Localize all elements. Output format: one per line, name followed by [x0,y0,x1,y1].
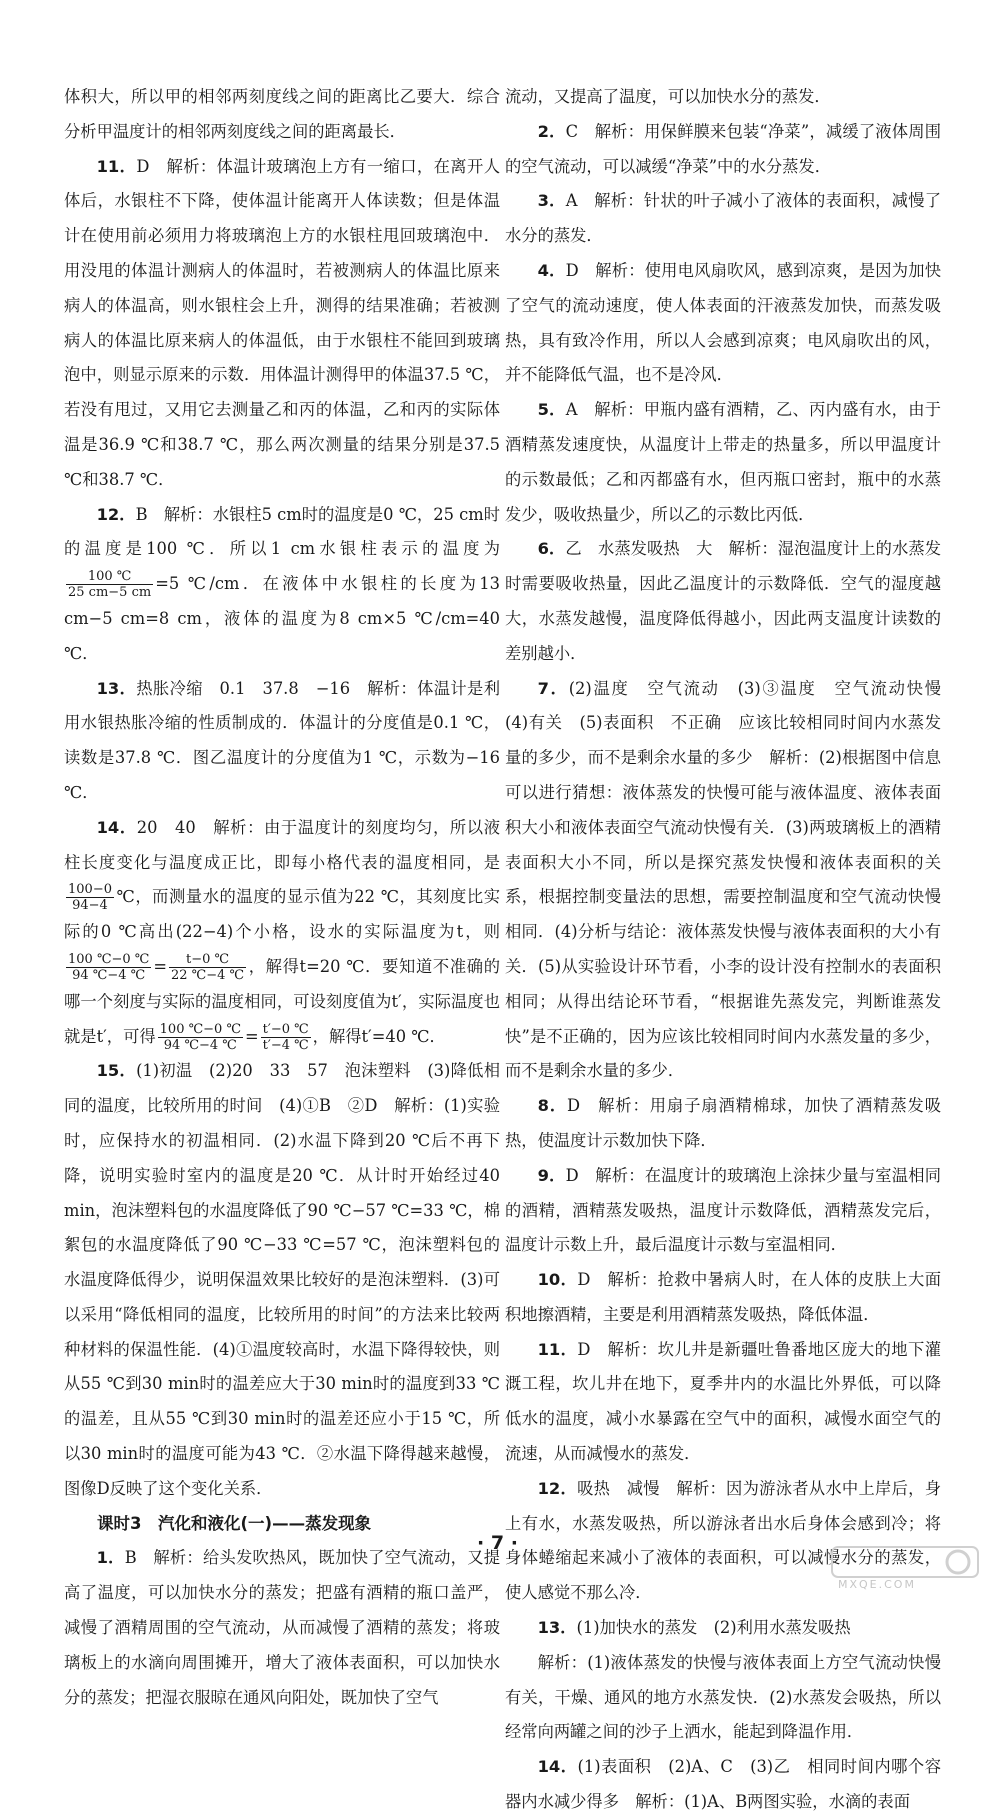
answer-text: =5 ℃/cm．在液体中水银柱的长度为13 cm−5 cm=8 cm，液体的温度为8 cm×5 ℃/cm=40 ℃． [64,574,500,663]
paragraph-continued: 体积大，所以甲的相邻两刻度线之间的距离比乙要大．综合分析甲温度计的相邻两刻度线之间的距离最长． [64,87,500,141]
answer-text: A 解析：甲瓶内盛有酒精，乙、丙内盛有水，由于酒精蒸发速度快，从温度计上带走的热量多，所以甲温度计的示数最低；乙和丙都盛有水，但丙瓶口密封，瓶中的水蒸发少，吸收热量少，所以乙的示数比丙低． [505,400,941,524]
fraction-numerator: t′−0 ℃ [262,1021,309,1037]
fraction [261,1022,311,1053]
answer-11-right [505,1333,941,1472]
answer-text: D 解析：体温计玻璃泡上方有一缩口，在离开人体后，水银柱不下降，使体温计能离开人体读数；但是体温计在使用前必须用力将玻璃泡上方的水银柱甩回玻璃泡中．用没甩的体温计测病人的体温时，若被测病人的体温比原来病人的体温高，则水银柱会上升，测得的结果准确；若被测病人的体温比原来病人的体温低，由于水银柱不能回到玻璃泡中，则显示原来的示数．用体温计测得甲的体温37.5 ℃，若没有甩过，又用它去测量乙和丙的体温，乙和丙的实际体温是36.9 ℃和38.7 ℃，那么两次测量的结果分别是37.5 ℃和38.7 ℃． [64,156,500,489]
answer-number: 10． [537,1270,578,1290]
answer-number: 12． [537,1478,578,1498]
answer-14 [64,811,500,1055]
answer-number: 13． [96,678,137,698]
answer-number: 15． [96,1061,137,1081]
answer-4 [505,254,941,393]
answer-number: 8． [537,1096,568,1116]
answer-number: 13． [537,1618,577,1638]
answer-11 [64,150,500,498]
answer-number: 3． [537,191,566,211]
answer-text: A 解析：针状的叶子减小了液体的表面积，减慢了水分的蒸发． [505,191,941,246]
fraction-denominator: 22 ℃−4 ℃ [170,967,245,983]
fraction-denominator: 94 ℃−4 ℃ [72,967,146,983]
equals-sign: = [244,1026,259,1046]
answer-text: (1)表面积 (2)A、C (3)乙 相同时间内哪个容器内水减少得多 解析：(1)A、B两图实验，水滴的表面 [505,1757,941,1812]
watermark-circle [947,1551,969,1573]
answer-2 [505,115,941,185]
answer-text: D 解析：抢救中暑病人时，在人体的皮肤上大面积地擦酒精，主要是利用酒精蒸发吸热，降低体温． [505,1270,941,1324]
page-number: · 7 · [477,1532,518,1554]
fraction-denominator: 25 cm−5 cm [68,585,152,601]
fraction [169,952,246,983]
answer-text: 乙 水蒸发吸热 大 解析：湿泡温度计上的水蒸发时需要吸收热量，因此乙温度计的示数降低．空气的湿度越大，水蒸发越慢，温度降低得越小，因此两支温度计读数的差别越小． [505,539,941,663]
answer-8 [505,1089,941,1159]
answer-7 [505,672,958,1090]
answer-number: 12． [96,504,136,524]
answer-text: 20 40 解析：由于温度计的刻度均匀，所以液柱长度变化与温度成正比，即每小格代表的温度相同，是 [64,817,500,872]
answer-text: B 解析：给头发吹热风，既加快了空气流动，又提高了温度，可以加快水分的蒸发；把盛有酒精的瓶口盖严，减慢了酒精周围的空气流动，从而减慢了酒精的蒸发；将玻璃板上的水滴向周围摊开，增大了液体表面积，可以加快水分的蒸发；把湿衣服晾在通风向阳处，既加快了空气 [64,1548,500,1707]
answer-10 [505,1263,941,1333]
fraction-numerator: 100 ℃−0 ℃ [68,951,150,967]
answer-number: 14． [537,1757,578,1777]
fraction-denominator: t′−4 ℃ [262,1037,309,1053]
answer-text: 吸热 减慢 解析：因为游泳者从水中上岸后，身上有水，水蒸发吸热，所以游泳者出水后身体会感到冷；将身体蜷缩起来减小了液体的表面积，可以减慢水分的蒸发，使人感觉不那么冷． [505,1478,941,1603]
answer-text: D 解析：使用电风扇吹风，感到凉爽，是因为加快了空气的流动速度，使人体表面的汗液蒸发加快，而蒸发吸热，具有致冷作用，所以人会感到凉爽；电风扇吹出的风，并不能降低气温，也不是冷风． [505,260,941,385]
answer-number: 11． [96,156,137,176]
answer-number: 4． [537,260,566,280]
answer-number: 2． [537,121,566,141]
answer-13-right [505,1611,941,1646]
answer-number: 7． [537,678,569,698]
paragraph-continued: 流动，又提高了温度，可以加快水分的蒸发． [505,87,831,106]
answer-9 [505,1159,941,1263]
fraction-numerator: 100−0 [68,882,112,898]
answer-number: 11． [537,1339,578,1359]
fraction [158,1022,243,1053]
answer-5 [505,393,941,532]
fraction-numerator: 100 ℃ [66,569,153,585]
fraction [66,882,114,913]
answer-number: 6． [537,539,566,559]
answer-text: (2)温度 空气流动 (3)③温度 空气流动快慢 (4)有关 (5)表面积 不正确 应该比较相同时间内水蒸发量的多少，而不是剩余水量的多少 解析：(2)根据图中信息可以进行猜想：液体蒸发的快慢可能与液体温度、液体表面积大小和液体表面空气流动快慢有关．(3)两玻璃板上的酒精表面积大小不同，所以是探究蒸发快慢和液体表面积的关系，根据控制变量法的思想，需要控制温度和空气流动快慢相同．(4)分析与结论：液体蒸发快慢与液体表面积的大小有关．(5)从实验设计环节看，小李的设计没有控制水的表面积相同；从得出结论环节看，“根据谁先蒸发完，判断谁蒸发快”是不正确的，因为应该比较相同时间内水蒸发量的多少，而不是剩余水量的多少． [505,678,958,1081]
fraction [66,569,153,600]
answer-1 [64,1541,500,1715]
answer-text: D 解析：用扇子扇酒精棉球，加快了酒精蒸发吸热，使温度计示数加快下降． [505,1096,941,1150]
answer-6 [505,532,941,671]
answer-text: ，解得t=20 ℃．要知道不准确的哪一个刻度与实际的温度相同，可设刻度值为t′，实际温度也就是t′，可得 [64,956,500,1046]
fraction-denominator: 94 ℃−4 ℃ [163,1037,237,1053]
equals-sign: = [153,956,167,976]
answer-number: 14． [96,817,137,837]
lesson-title: 课时3 汽化和液化(一)——蒸发现象 [97,1513,372,1533]
fraction [66,952,151,983]
answer-text: D 解析：在温度计的玻璃泡上涂抹少量与室温相同的酒精，酒精蒸发吸热，温度计示数降低，酒精蒸发完后，温度计示数上升，最后温度计示数与室温相同． [505,1165,941,1255]
answer-15 [64,1054,500,1506]
answer-text: ，解得t′=40 ℃． [312,1026,446,1046]
answer-text: (1)初温 (2)20 33 57 泡沫塑料 (3)降低相同的温度，比较所用的时间 (4)①B ②D 解析：(1)实验时，应保持水的初温相同．(2)水温下降到20 ℃后不再下降，说明实验时室内的温度是20 ℃．从计时开始经过40 min，泡沫塑料包的水温度降低了90 ℃−57 ℃=33 ℃，棉絮包的水温度降低了90 ℃−33 ℃=57 ℃，泡沫塑料包的水温度降低得少，说明保温效果比较好的是泡沫塑料．(3)可以采用“降低相同的温度，比较所用的时间”的方法来比较两种材料的保温性能．(4)①温度较高时，水温下降得较快，则从55 ℃到30 min时的温差应大于30 min时的温度到33 ℃的温差，且从55 ℃到30 min时的温差还应小于15 ℃，所以30 min时的温度可能为43 ℃．②水温下降得越来越慢，图像D反映了这个变化关系． [64,1061,500,1498]
answer-12 [64,498,500,672]
answer-number: 1． [96,1548,125,1568]
watermark-text: MXQE.COM [838,1578,916,1591]
answer-13 [64,672,500,811]
answer-13-explanation: 解析：(1)液体蒸发的快慢与液体表面上方空气流动快慢有关，干燥、通风的地方水蒸发快．(2)水蒸发会吸热，所以经常向两罐之间的沙子上洒水，能起到降温作用． [505,1652,941,1742]
answer-3 [505,184,941,254]
fraction-numerator: 100 ℃−0 ℃ [159,1021,241,1037]
answer-text: D 解析：坎儿井是新疆吐鲁番地区庞大的地下灌溉工程，坎儿井在地下，夏季井内的水温比外界低，可以降低水的温度，减小水暴露在空气中的面积，减慢水面空气的流速，从而减慢水的蒸发． [505,1339,941,1464]
answer-text: ℃，而测量水的温度的显示值为22 ℃，其刻度比实际的0 ℃高出(22−4)个小格，设水的实际温度为t，则 [64,887,500,942]
answer-text: 热胀冷缩 0.1 37.8 −16 解析：体温计是利用水银热胀冷缩的性质制成的．体温计的分度值是0.1 ℃，读数是37.8 ℃．图乙温度计的分度值为1 ℃，示数为−16 ℃． [64,678,500,802]
answer-text: B 解析：水银柱5 cm时的温度是0 ℃，25 cm时的温度是100 ℃．所以1 cm水银柱表示的温度为 [64,504,500,559]
answer-text: C 解析：用保鲜膜来包装“净菜”，减缓了液体周围的空气流动，可以减缓“净菜”中的水分蒸发． [505,121,941,176]
answer-14-right [505,1750,941,1820]
left-column [64,80,500,1715]
answer-text: (1)加快水的蒸发 (2)利用水蒸发吸热 [576,1618,851,1638]
answer-number: 5． [537,400,566,420]
fraction-denominator: 94−4 [72,898,108,914]
answer-number: 9． [537,1165,566,1185]
fraction-numerator: t−0 ℃ [169,952,246,968]
